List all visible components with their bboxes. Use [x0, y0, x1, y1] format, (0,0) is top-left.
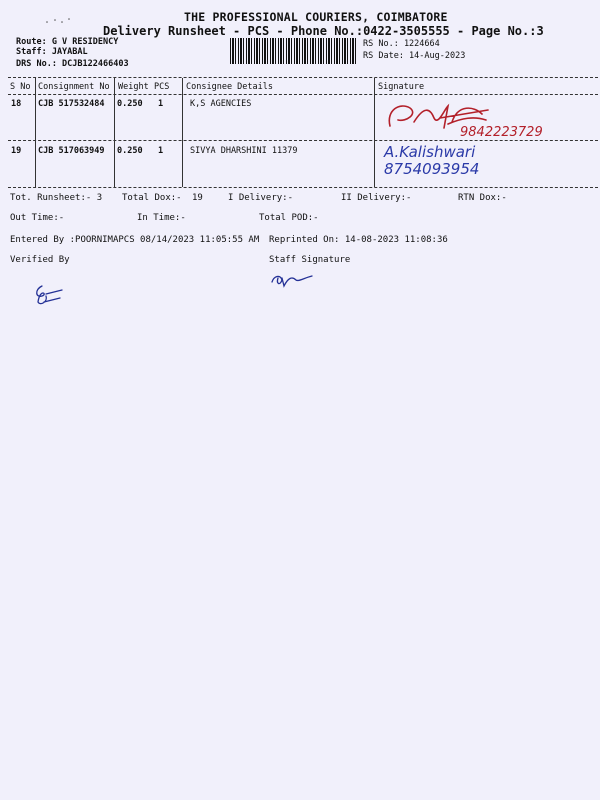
rs-number: RS No.: 1224664: [363, 39, 440, 49]
column-divider: [374, 78, 375, 187]
rtn-dox: RTN Dox:-: [458, 193, 507, 203]
staff-signature-label: Staff Signature: [269, 255, 351, 265]
row-consignment: CJB 517063949: [38, 146, 105, 156]
rs-date: RS Date: 14-Aug-2023: [363, 51, 466, 61]
runsheet-subtitle: Delivery Runsheet - PCS - Phone No.:0422-3505555 - Page No.:3: [103, 24, 544, 38]
row-consignee: K,S AGENCIES: [190, 99, 252, 109]
col-header-pcs: PCS: [154, 82, 170, 92]
col-header-consignee: Consignee Details: [186, 82, 273, 92]
col-header-sno: S No: [10, 82, 31, 92]
row-pcs: 1: [158, 146, 164, 156]
column-divider: [114, 78, 115, 187]
divider: [8, 77, 598, 78]
signature-row-18: [378, 96, 568, 142]
total-dox-label: Total Dox:-: [122, 193, 182, 203]
route-label: Route: G V RESIDENCY: [16, 37, 119, 47]
row-consignment: CJB 517532484: [38, 99, 105, 109]
company-title: THE PROFESSIONAL COURIERS, COIMBATORE: [184, 10, 448, 24]
scan-speckles: [44, 16, 74, 26]
col-header-consignment: Consignment No: [38, 82, 110, 92]
col-header-weight: Weight: [118, 82, 149, 92]
row-weight: 0.250: [117, 99, 143, 109]
signature-phone: 9842223729: [460, 125, 543, 140]
total-dox-value: 19: [192, 193, 203, 203]
ii-delivery: II Delivery:-: [341, 193, 412, 203]
in-time: In Time:-: [137, 213, 186, 223]
divider: [8, 94, 598, 95]
tot-runsheet: Tot. Runsheet:- 3: [10, 193, 103, 203]
column-divider: [35, 78, 36, 187]
column-divider: [182, 78, 183, 187]
i-delivery: I Delivery:-: [228, 193, 294, 203]
reprinted-on: Reprinted On: 14-08-2023 11:08:36: [269, 235, 448, 245]
signature-row-19: A.Kalishwari 8754093954: [384, 143, 480, 178]
row-sno: 18: [11, 99, 22, 109]
row-pcs: 1: [158, 99, 164, 109]
staff-label: Staff: JAYABAL: [16, 47, 88, 57]
verified-by-label: Verified By: [10, 255, 70, 265]
divider: [8, 187, 598, 188]
out-time: Out Time:-: [10, 213, 65, 223]
row-sno: 19: [11, 146, 22, 156]
row-consignee: SIVYA DHARSHINI 11379: [190, 146, 298, 156]
verified-signature: [30, 280, 70, 308]
entered-by: Entered By :POORNIMAPCS 08/14/2023 11:05:55 AM: [10, 235, 260, 245]
drs-number: DRS No.: DCJB122466403: [16, 59, 129, 69]
total-pod: Total POD:-: [259, 213, 319, 223]
barcode: [230, 38, 358, 64]
row-weight: 0.250: [117, 146, 143, 156]
staff-signature: [268, 268, 318, 290]
col-header-signature: Signature: [378, 82, 425, 92]
